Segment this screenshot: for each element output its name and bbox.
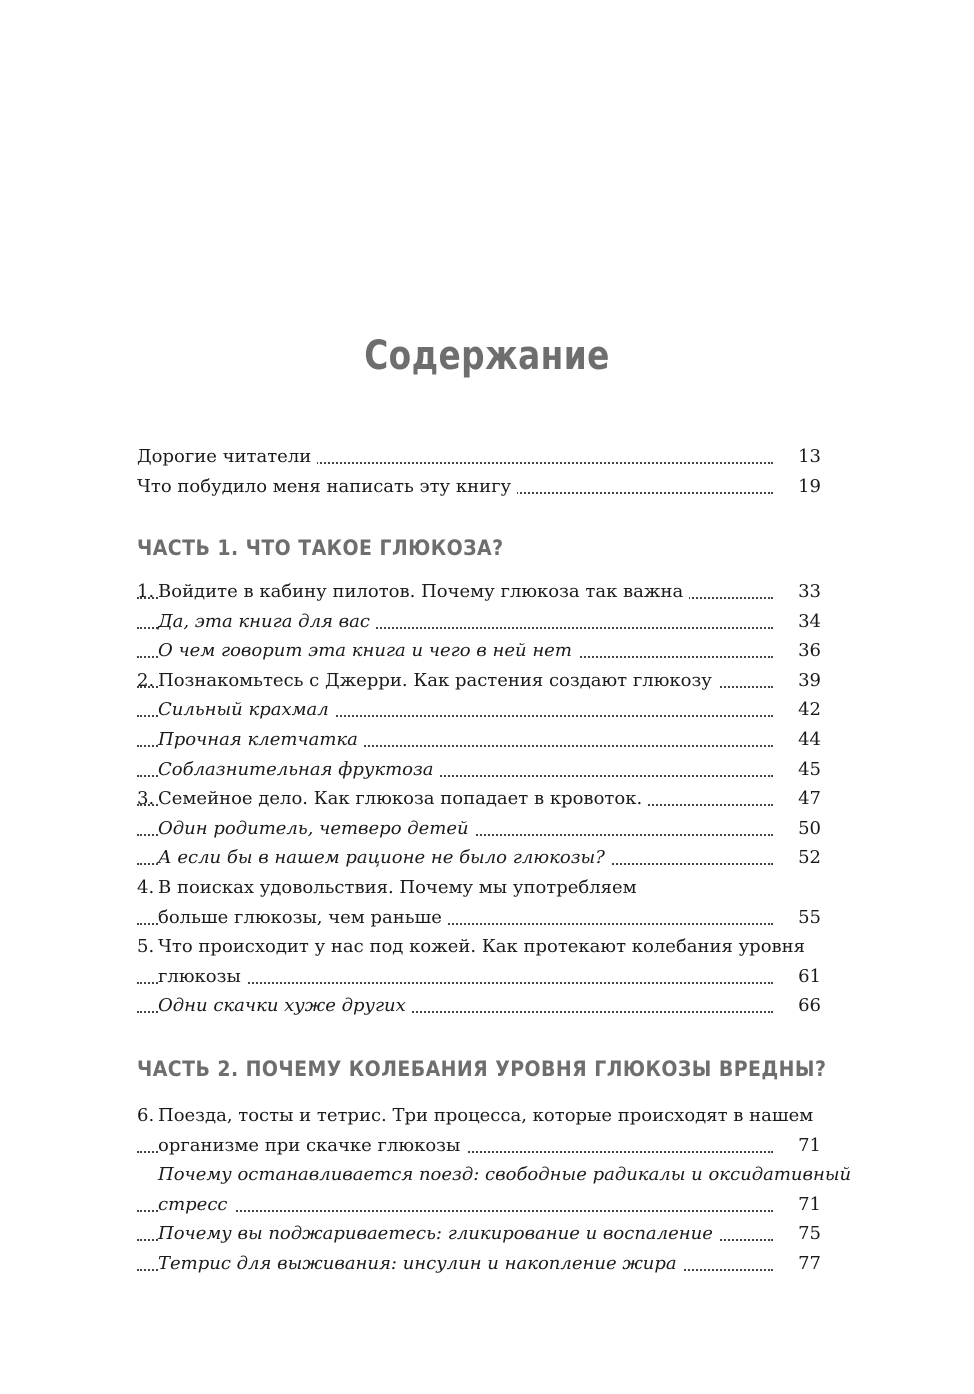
page-number: 13 xyxy=(781,442,821,472)
entry-title: Прочная клетчатка xyxy=(158,725,364,755)
toc-entry-line xyxy=(137,873,821,903)
entry-title: Почему останавливается поезд: свободные радикалы и оксидативный xyxy=(158,1160,857,1190)
entry-title: Поезда, тосты и тетрис. Три процесса, которые происходят в нашем xyxy=(158,1101,819,1131)
toc-entry[interactable] xyxy=(137,442,821,472)
entry-title: Один родитель, четверо детей xyxy=(158,814,475,844)
toc-entry[interactable] xyxy=(137,666,821,696)
part-heading: ЧАСТЬ 1. ЧТО ТАКОЕ ГЛЮКОЗА? xyxy=(137,536,504,560)
toc-entry[interactable] xyxy=(137,784,821,814)
chapter-number: 5. xyxy=(137,936,155,958)
toc-entry[interactable] xyxy=(137,755,821,785)
toc-entry[interactable] xyxy=(137,814,821,844)
toc-entry[interactable] xyxy=(137,1249,821,1279)
entry-title: В поисках удовольствия. Почему мы употребляем xyxy=(158,873,643,903)
toc-entry[interactable] xyxy=(137,636,821,666)
page-number: 71 xyxy=(781,1190,821,1220)
page-number: 42 xyxy=(781,695,821,725)
page-number: 77 xyxy=(781,1249,821,1279)
entry-title: Сильный крахмал xyxy=(158,695,335,725)
page-number: 34 xyxy=(781,607,821,637)
entry-title: больше глюкозы, чем раньше xyxy=(158,903,448,933)
toc-entry[interactable] xyxy=(137,695,821,725)
page-number: 33 xyxy=(781,577,821,607)
toc-entry[interactable] xyxy=(137,1190,821,1220)
chapter-number: 3. xyxy=(137,788,155,810)
toc-entry[interactable] xyxy=(137,472,821,502)
entry-title: Дорогие читатели xyxy=(137,442,317,472)
page-number: 47 xyxy=(781,784,821,814)
page-number: 66 xyxy=(781,991,821,1021)
toc-entry-line xyxy=(137,1160,852,1190)
page-number: 36 xyxy=(781,636,821,666)
entry-title: глюкозы xyxy=(158,962,247,992)
chapter-number: 1. xyxy=(137,581,155,602)
page-number: 45 xyxy=(781,755,821,785)
toc-entry-line xyxy=(137,932,821,962)
page-number: 19 xyxy=(781,472,821,502)
page-number: 50 xyxy=(781,814,821,844)
toc-entry[interactable] xyxy=(137,903,821,933)
chapter-number: 4. xyxy=(137,877,155,898)
page-number: 61 xyxy=(781,962,821,992)
toc-entry[interactable] xyxy=(137,962,821,992)
entry-title: стресс xyxy=(158,1190,234,1220)
entry-title: Почему вы поджариваетесь: гликирование и воспаление xyxy=(158,1219,719,1249)
toc-entry[interactable] xyxy=(137,991,821,1021)
entry-title: Да, эта книга для вас xyxy=(158,607,376,637)
part-heading: ЧАСТЬ 2. ПОЧЕМУ КОЛЕБАНИЯ УРОВНЯ ГЛЮКОЗЫ ВРЕДНЫ? xyxy=(137,1057,827,1081)
page-number: 39 xyxy=(781,666,821,696)
entry-title: Соблазнительная фруктоза xyxy=(158,755,440,785)
toc-entry[interactable] xyxy=(137,1219,821,1249)
page-number: 55 xyxy=(781,903,821,933)
page-number: 52 xyxy=(781,843,821,873)
entry-title: Познакомьтесь с Джерри. Как растения создают глюкозу xyxy=(158,666,718,696)
entry-title: Тетрис для выживания: инсулин и накопление жира xyxy=(158,1249,683,1279)
toc-entry[interactable] xyxy=(137,607,821,637)
page-number: 71 xyxy=(781,1131,821,1161)
toc-entry-line xyxy=(137,1101,821,1131)
entry-title: Что происходит у нас под кожей. Как протекают колебания уровня xyxy=(158,932,811,962)
toc-entry[interactable] xyxy=(137,725,821,755)
chapter-number: 6. xyxy=(137,1105,155,1126)
page-number: 44 xyxy=(781,725,821,755)
entry-title: Войдите в кабину пилотов. Почему глюкоза так важна xyxy=(158,577,689,607)
chapter-number: 2. xyxy=(137,669,155,691)
entry-title: Одни скачки хуже других xyxy=(158,991,412,1021)
toc-entry[interactable] xyxy=(137,1131,821,1161)
entry-title: А если бы в нашем рационе не было глюкозы? xyxy=(158,843,611,873)
entry-title: организме при скачке глюкозы xyxy=(158,1131,466,1161)
toc-entry[interactable] xyxy=(137,843,821,873)
entry-title: О чем говорит эта книга и чего в ней нет xyxy=(158,636,578,666)
page-title: Содержание xyxy=(364,333,610,379)
toc-entry[interactable] xyxy=(137,577,821,607)
entry-title: Семейное дело. Как глюкоза попадает в кровоток. xyxy=(158,784,648,814)
entry-title: Что побудило меня написать эту книгу xyxy=(137,472,517,502)
page-number: 75 xyxy=(781,1219,821,1249)
